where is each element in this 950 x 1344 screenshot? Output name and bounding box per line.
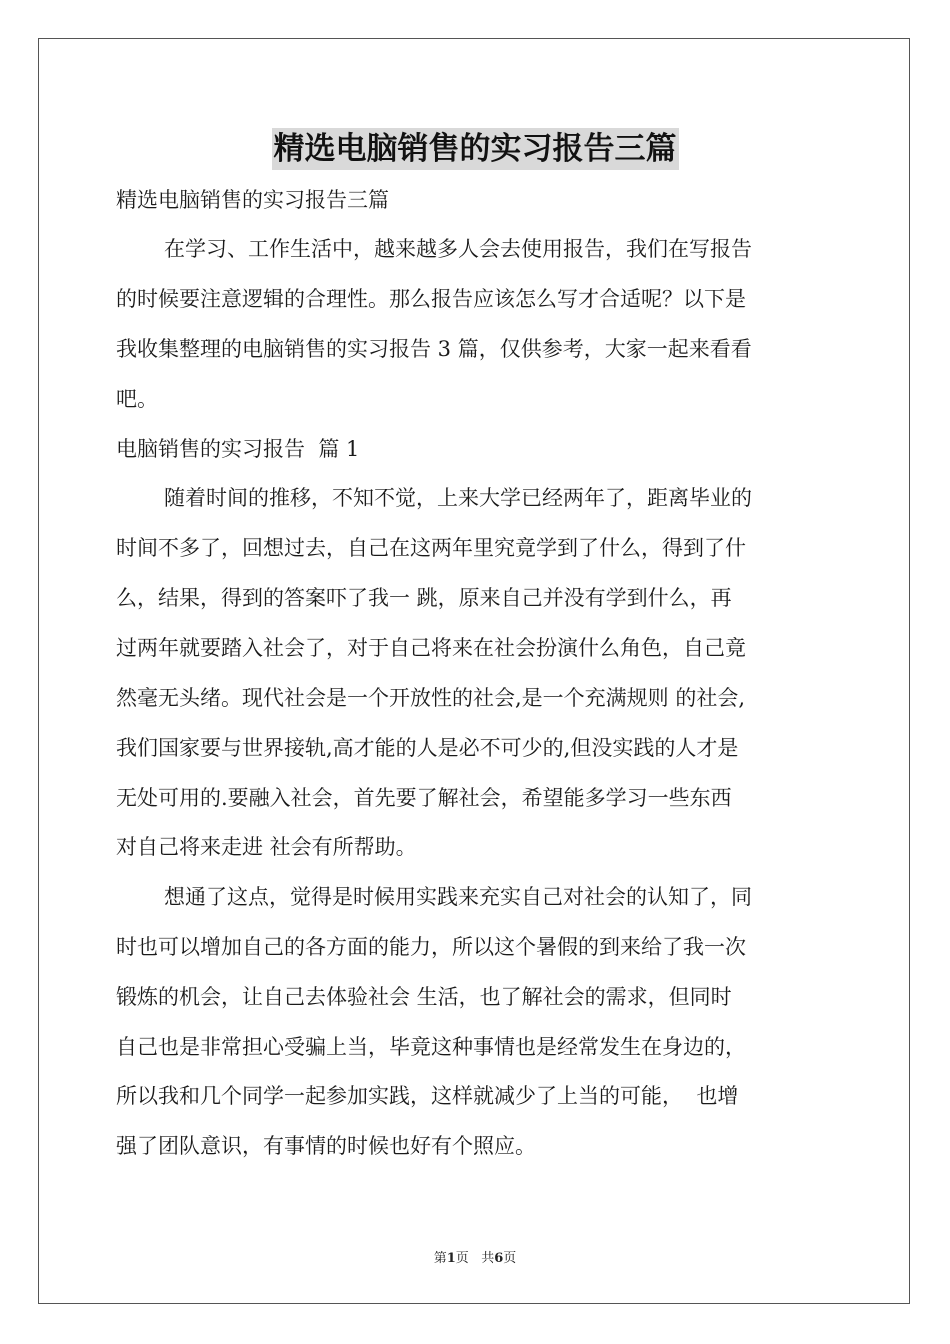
page-footer xyxy=(0,1247,950,1266)
paragraph-line: 对自己将来走进 社会有所帮助。 xyxy=(116,835,417,859)
paragraph-line: 无处可用的.要融入社会，首先要了解社会，希望能多学习一些东西 xyxy=(116,786,732,810)
page-suffix: 页 xyxy=(455,1251,469,1266)
paragraph-line: 吧。 xyxy=(116,387,158,411)
page-prefix: 第 xyxy=(433,1251,447,1266)
section-heading: 电脑销售的实习报告 篇 1 xyxy=(116,437,360,461)
paragraph-line: 时也可以增加自己的各方面的能力，所以这个暑假的到来给了我一次 xyxy=(116,935,746,959)
paragraph-line: 随着时间的推移，不知不觉，上来大学已经两年了，距离毕业的 xyxy=(164,486,752,510)
paragraph-line: 强了团队意识，有事情的时候也好有个照应。 xyxy=(116,1134,536,1158)
paragraph-line: 时间不多了，回想过去，自己在这两年里究竟学到了什么，得到了什 xyxy=(116,536,746,560)
document-subtitle: 精选电脑销售的实习报告三篇 xyxy=(116,188,389,212)
document-title: 精选电脑销售的实习报告三篇 xyxy=(272,128,679,170)
paragraph-line: 锻炼的机会，让自己去体验社会 生活，也了解社会的需求，但同时 xyxy=(116,985,732,1009)
total-suffix: 页 xyxy=(503,1251,517,1266)
total-pages: 6 xyxy=(494,1251,504,1266)
title-container xyxy=(0,128,950,170)
total-prefix: 共 xyxy=(481,1251,495,1266)
paragraph-line: 的时候要注意逻辑的合理性。那么报告应该怎么写才合适呢？以下是 xyxy=(116,287,746,311)
paragraph-line: 所以我和几个同学一起参加实践，这样就减少了上当的可能， 也增 xyxy=(116,1084,739,1108)
page-border xyxy=(38,38,910,1304)
paragraph-line: 我们国家要与世界接轨,高才能的人是必不可少的,但没实践的人才是 xyxy=(116,736,739,760)
paragraph-line: 过两年就要踏入社会了，对于自己将来在社会扮演什么角色，自己竟 xyxy=(116,636,746,660)
paragraph-line: 我收集整理的电脑销售的实习报告 3 篇，仅供参考，大家一起来看看 xyxy=(116,337,752,361)
paragraph-line: 在学习、工作生活中，越来越多人会去使用报告，我们在写报告 xyxy=(164,237,752,261)
paragraph-line: 然毫无头绪。现代社会是一个开放性的社会,是一个充满规则 的社会, xyxy=(116,686,746,710)
page-number: 1 xyxy=(446,1251,456,1266)
paragraph-line: 自己也是非常担心受骗上当，毕竟这种事情也是经常发生在身边的， xyxy=(116,1035,746,1059)
paragraph-line: 么，结果，得到的答案吓了我一 跳，原来自己并没有学到什么，再 xyxy=(116,586,732,610)
paragraph-line: 想通了这点，觉得是时候用实践来充实自己对社会的认知了，同 xyxy=(164,885,752,909)
